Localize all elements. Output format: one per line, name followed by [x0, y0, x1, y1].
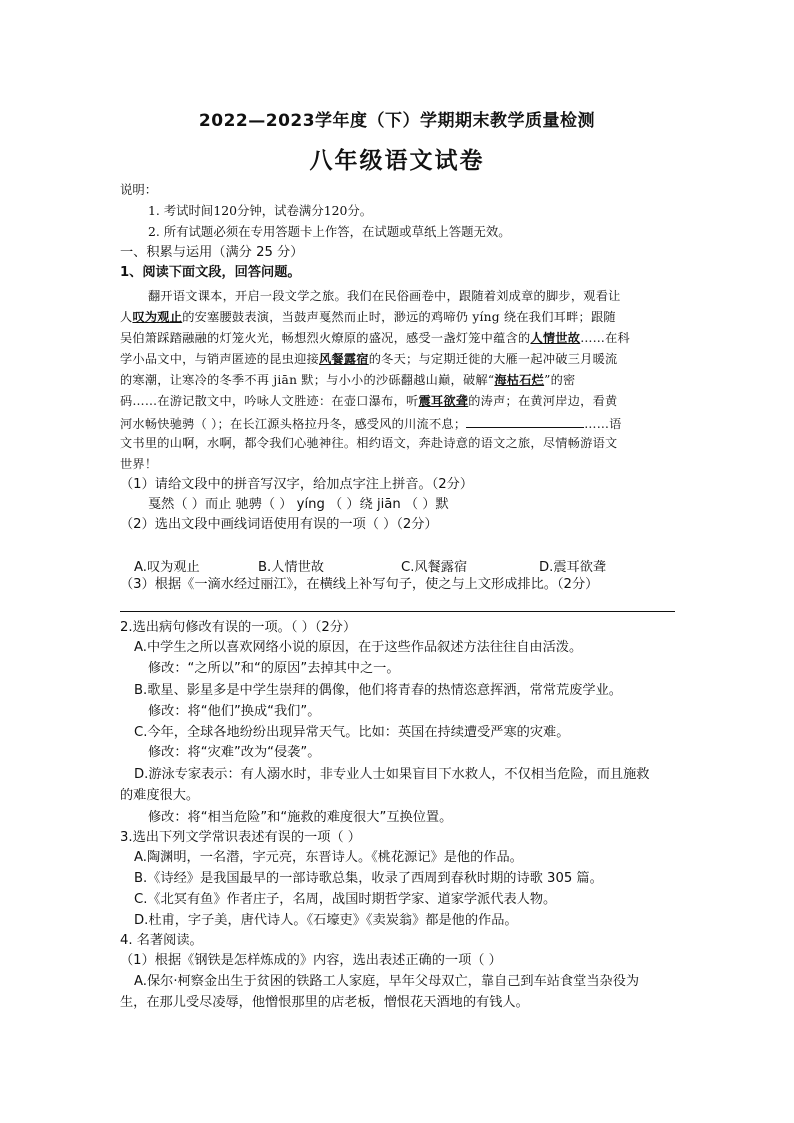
q2-option-a: A.中学生之所以喜欢网络小说的原因，在于这些作品叙述方法往往自由活泼。 [134, 640, 583, 655]
section-1-heading: 一、积累与运用（满分 25 分） [120, 245, 304, 260]
q4-option-a-cont: 生，在那儿受尽凌辱，他憎恨那里的店老板，憎恨花天酒地的有钱人。 [120, 995, 529, 1010]
question-4-stem: 4. 名著阅读。 [120, 933, 203, 948]
option-a: A.叹为观止 [134, 560, 200, 575]
q2-option-d: D.游泳专家表示：有人溺水时，非专业人士如果盲目下水救人，不仅相当危险，而且施救 [134, 767, 650, 782]
passage-line: 世界！ [120, 457, 158, 471]
q2-option-b: B.歌星、影星多是中学生崇拜的偶像，他们将青春的热情恣意挥洒，常常荒废学业。 [134, 683, 622, 698]
underlined-term: 人情世故 [530, 331, 581, 345]
q2-option-a-fix: 修改：“之所以”和“的原因”去掉其中之一。 [148, 661, 400, 676]
option-b: B.人情世故 [258, 560, 324, 575]
instructions-label: 说明： [120, 182, 158, 197]
exam-title: 2022—2023学年度（下）学期期末教学质量检测 [198, 111, 596, 131]
q1-sub2: （2）选出文段中画线词语使用有误的一项（ ）（2分） [120, 517, 438, 532]
q1-sub3: （3）根据《一滴水经过丽江》，在横线上补写句子，使之与上文形成排比。（2分） [120, 577, 599, 592]
option-d: D.震耳欲聋 [539, 560, 607, 575]
fill-blank[interactable] [466, 416, 584, 428]
passage-line: 文书里的山啊，水啊，都令我们心驰神往。相约语文，奔赴诗意的语文之旅，尽情畅游语文 [120, 436, 618, 450]
q3-option-a: A.陶渊明，一名潜，字元亮，东晋诗人。《桃花源记》是他的作品。 [134, 850, 523, 865]
exam-subtitle: 八年级语文试卷 [309, 148, 485, 174]
passage-line: 翻开语文课本，开启一段文学之旅。我们在民俗画卷中，跟随着刘成章的脚步，观看让 [148, 289, 621, 303]
passage-line: 吴伯箫踩踏融融的灯笼火光，畅想烈火燎原的盛况，感受一盏灯笼中蕴含的人情世故……在科 [120, 331, 630, 345]
q1-sub1: （1）请给文段中的拼音写汉字，给加点字注上拼音。（2分） [120, 477, 474, 492]
instruction-item-2: 2. 所有试题必须在专用答题卡上作答，在试题或草纸上答题无效。 [148, 224, 511, 239]
answer-line[interactable] [120, 611, 675, 612]
q2-option-c-fix: 修改：将“灾难”改为“侵袭”。 [148, 745, 321, 760]
passage-line: 人叹为观止的安塞腰鼓表演，当鼓声戛然而止时，渺远的鸡啼仍 yíng 绕在我们耳畔；跟随 [120, 310, 616, 324]
underlined-term: 震耳欲聋 [418, 394, 469, 408]
q3-option-d: D.杜甫，字子美，唐代诗人。《石壕吏》《卖炭翁》都是他的作品。 [134, 913, 518, 928]
passage-line: 码……在游记散文中，吟咏人文胜迹：在壶口瀑布，听震耳欲聋的涛声；在黄河岸边，看黄 [120, 394, 618, 408]
q2-option-d-cont: 的难度很大。 [120, 788, 200, 803]
question-3-stem: 3.选出下列文学常识表述有误的一项（ ） [120, 830, 361, 845]
instruction-item-1: 1. 考试时间120分钟，试卷满分120分。 [148, 203, 373, 218]
underlined-term: 叹为观止 [132, 310, 183, 324]
q3-option-b: B.《诗经》是我国最早的一部诗歌总集，收录了西周到春秋时期的诗歌 305 篇。 [134, 871, 603, 886]
question-1-stem: 1、阅读下面文段，回答问题。 [120, 265, 301, 280]
q4-sub1: （1）根据《钢铁是怎样炼成的》内容，选出表述正确的一项（ ） [120, 953, 502, 968]
q4-option-a: A.保尔·柯察金出生于贫困的铁路工人家庭，早年父母双亡，靠自己到车站食堂当杂役为 [134, 974, 640, 989]
passage-line: 河水畅快驰骋（ ）；在长江源头格拉丹冬，感受风的川流不息； ……语 [120, 417, 622, 431]
q2-option-d-fix: 修改：将“相当危险”和“施救的难度很大”互换位置。 [148, 810, 453, 825]
passage-line: 的寒潮，让寒冷的冬季不再 jiān 默；与小小的沙砾翻越山巅，破解“海枯石烂”的密 [120, 373, 576, 387]
question-2-stem: 2.选出病句修改有误的一项。（ ）（2分） [120, 620, 357, 635]
q2-option-b-fix: 修改：将“他们”换成“我们”。 [148, 704, 321, 719]
q2-option-c: C.今年，全球各地纷纷出现异常天气。比如：英国在持续遭受严寒的灾难。 [134, 725, 570, 740]
q3-option-c: C.《北冥有鱼》作者庄子，名周，战国时期哲学家、道家学派代表人物。 [134, 892, 557, 907]
pinyin-line: 戛然（ ）而止 驰骋（ ） yíng （ ）绕 jiān （ ）默 [148, 497, 449, 512]
option-c: C.风餐露宿 [401, 560, 468, 575]
underlined-term: 海枯石烂 [494, 373, 545, 387]
underlined-term: 风餐露宿 [319, 352, 369, 366]
passage-line: 学小品文中，与销声匿迹的昆虫迎接风餐露宿的冬天；与定期迁徙的大雁一起冲破三月暖流 [120, 352, 618, 366]
